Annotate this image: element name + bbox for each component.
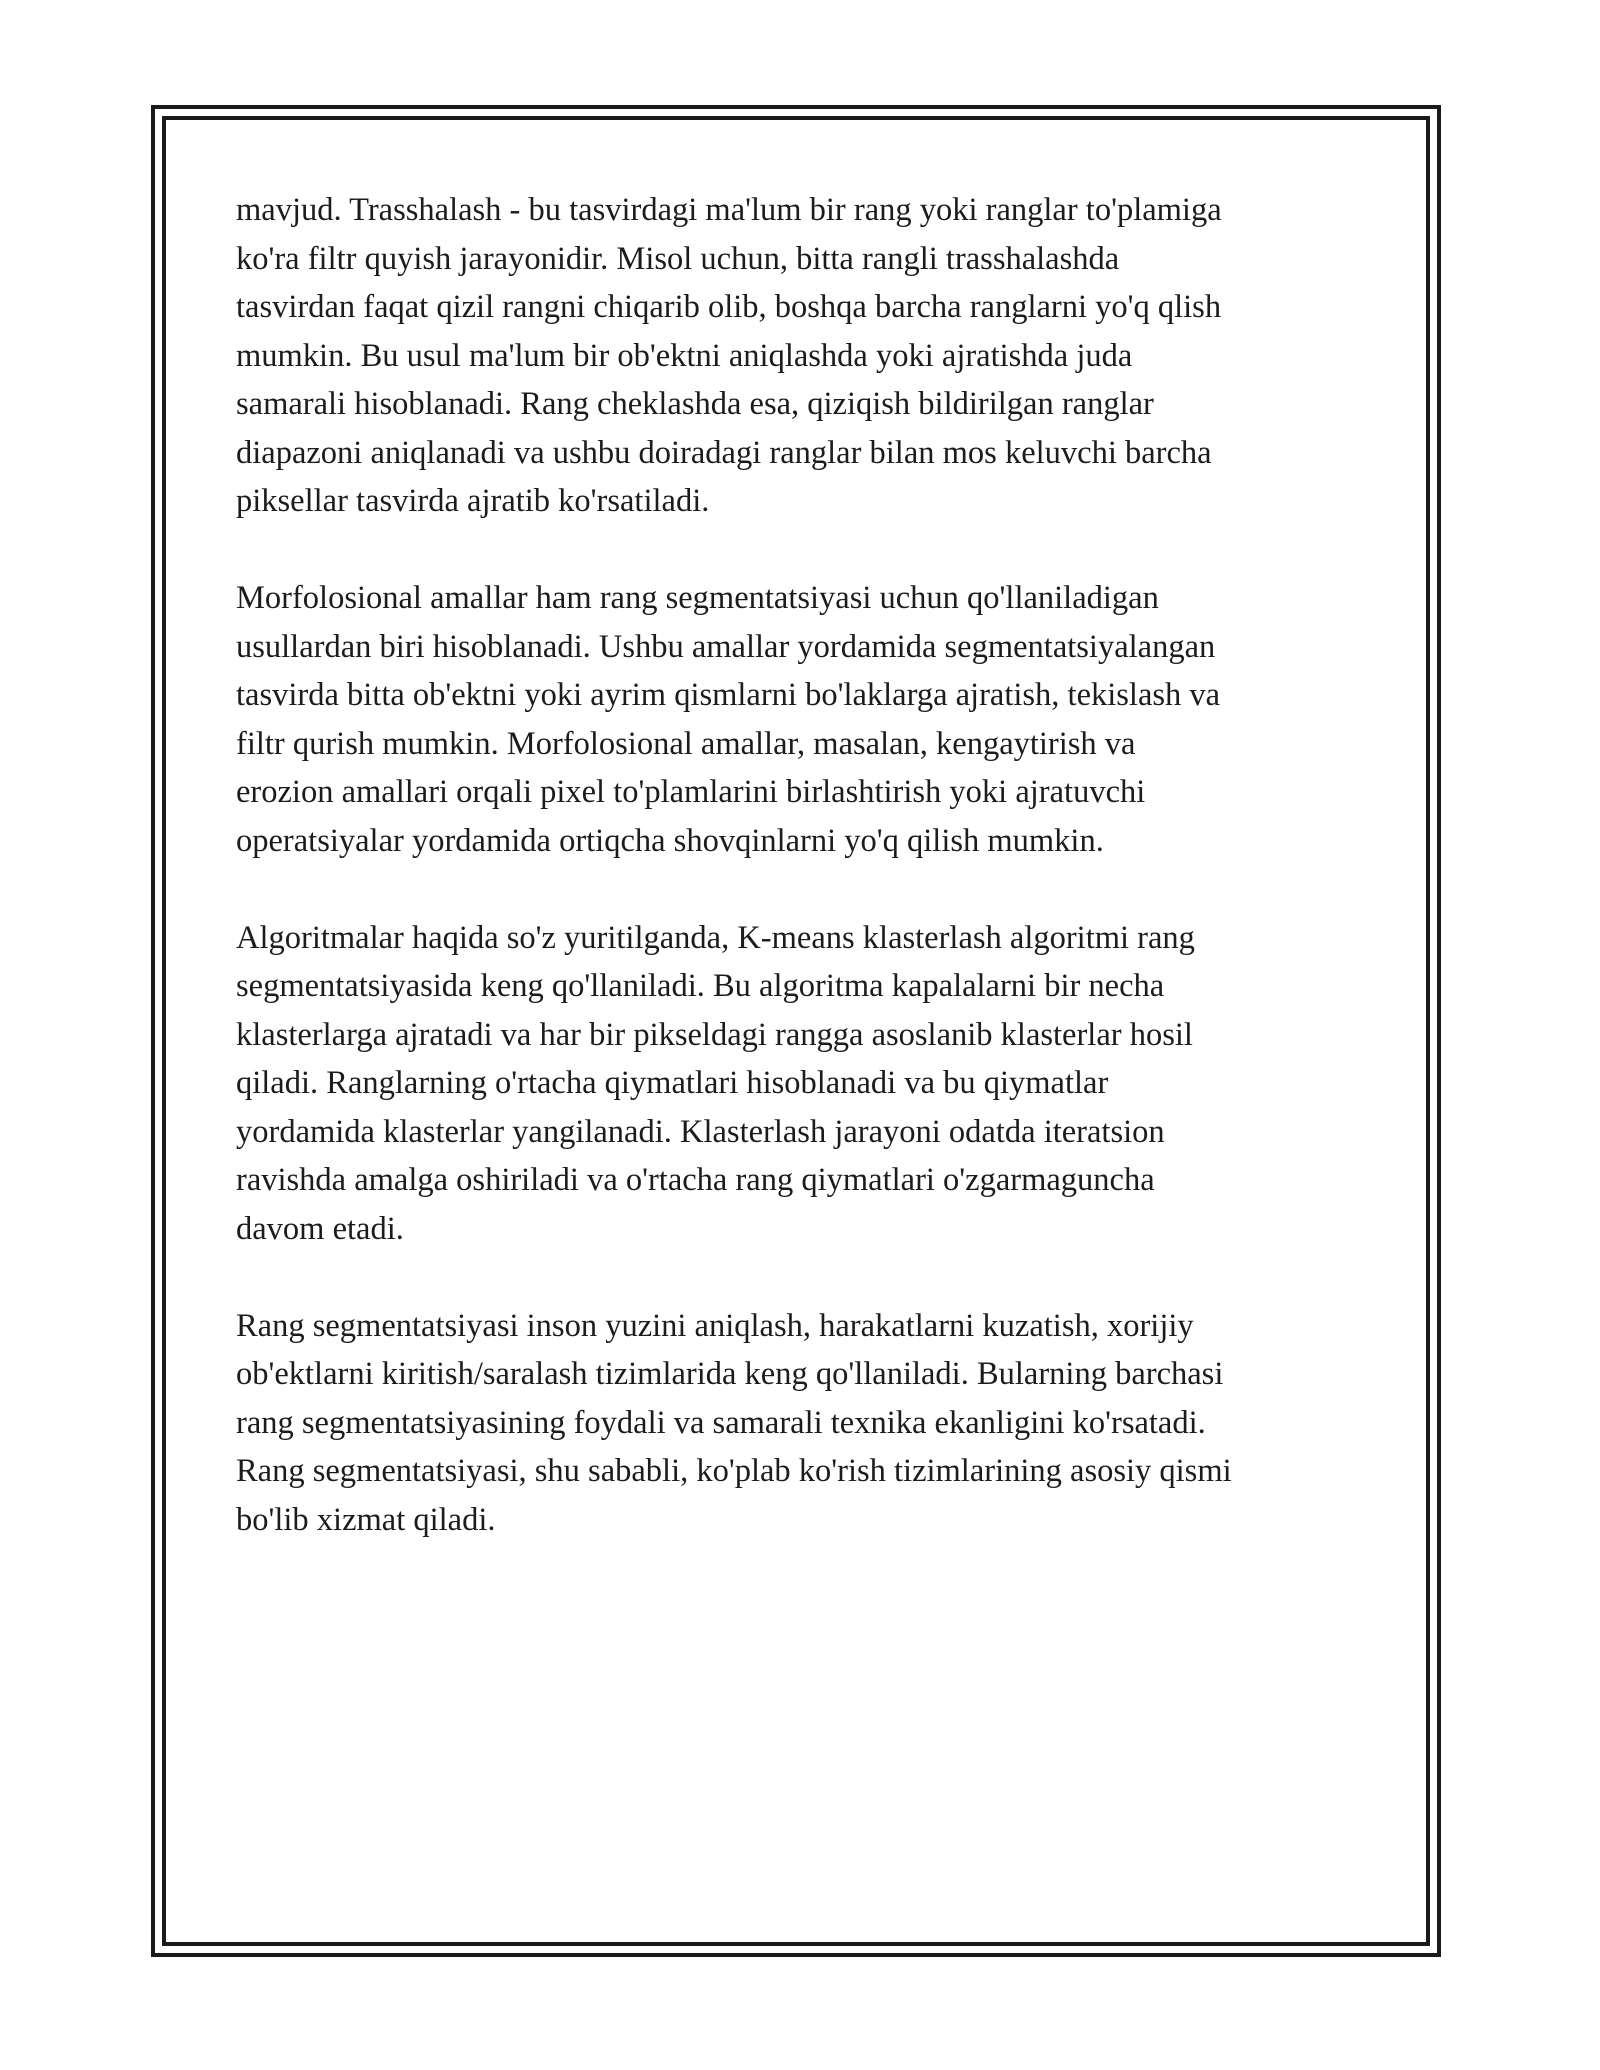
document-body bbox=[236, 186, 1366, 1593]
paragraph-1: mavjud. Trasshalash - bu tasvirdagi ma'lum bir rang yoki ranglar to'plamiga ko'ra filtr quyish jarayonidir. Misol uchun, bitta rangli trasshalashda tasvirdan faqat qizil rangni chiqarib olib, boshqa barcha ranglarni yo'q qlish mumkin. Bu usul ma'lum bir ob'ektni aniqlashda yoki ajratishda juda samarali hisoblanadi. Rang cheklashda esa, qiziqish bildirilgan ranglar diapazoni aniqlanadi va ushbu doiradagi ranglar bilan mos keluvchi barcha piksellar tasvirda ajratib ko'rsatiladi. bbox=[236, 192, 1222, 519]
paragraph-3: Algoritmalar haqida so'z yuritilganda, K-means klasterlash algoritmi rang segmentatsiyasida keng qo'llaniladi. Bu algoritma kapalalarni bir necha klasterlarga ajratadi va har bir pikseldagi rangga asoslanib klasterlar hosil qiladi. Ranglarning o'rtacha qiymatlari hisoblanadi va bu qiymatlar yordamida klasterlar yangilanadi. Klasterlash jarayoni odatda iteratsion ravishda amalga oshiriladi va o'rtacha rang qiymatlari o'zgarmaguncha davom etadi. bbox=[236, 919, 1195, 1247]
paragraph-4: Rang segmentatsiyasi inson yuzini aniqlash, harakatlarni kuzatish, xorijiy ob'ektlarni kiritish/saralash tizimlarida keng qo'llaniladi. Bularning barchasi rang segmentatsiyasining foydali va samarali texnika ekanligini ko'rsatadi. Rang segmentatsiyasi, shu sababli, ko'plab ko'rish tizimlarining asosiy qismi bo'lib xizmat qiladi. bbox=[236, 1307, 1232, 1538]
paragraph-2: Morfolosional amallar ham rang segmentatsiyasi uchun qo'llaniladigan usullardan biri hisoblanadi. Ushbu amallar yordamida segmentatsiyalangan tasvirda bitta ob'ektni yoki ayrim qismlarni bo'laklarga ajratish, tekislash va filtr qurish mumkin. Morfolosional amallar, masalan, kengaytirish va erozion amallari orqali pixel to'plamlarini birlashtirish yoki ajratuvchi operatsiyalar yordamida ortiqcha shovqinlarni yo'q qilish mumkin. bbox=[236, 580, 1221, 859]
